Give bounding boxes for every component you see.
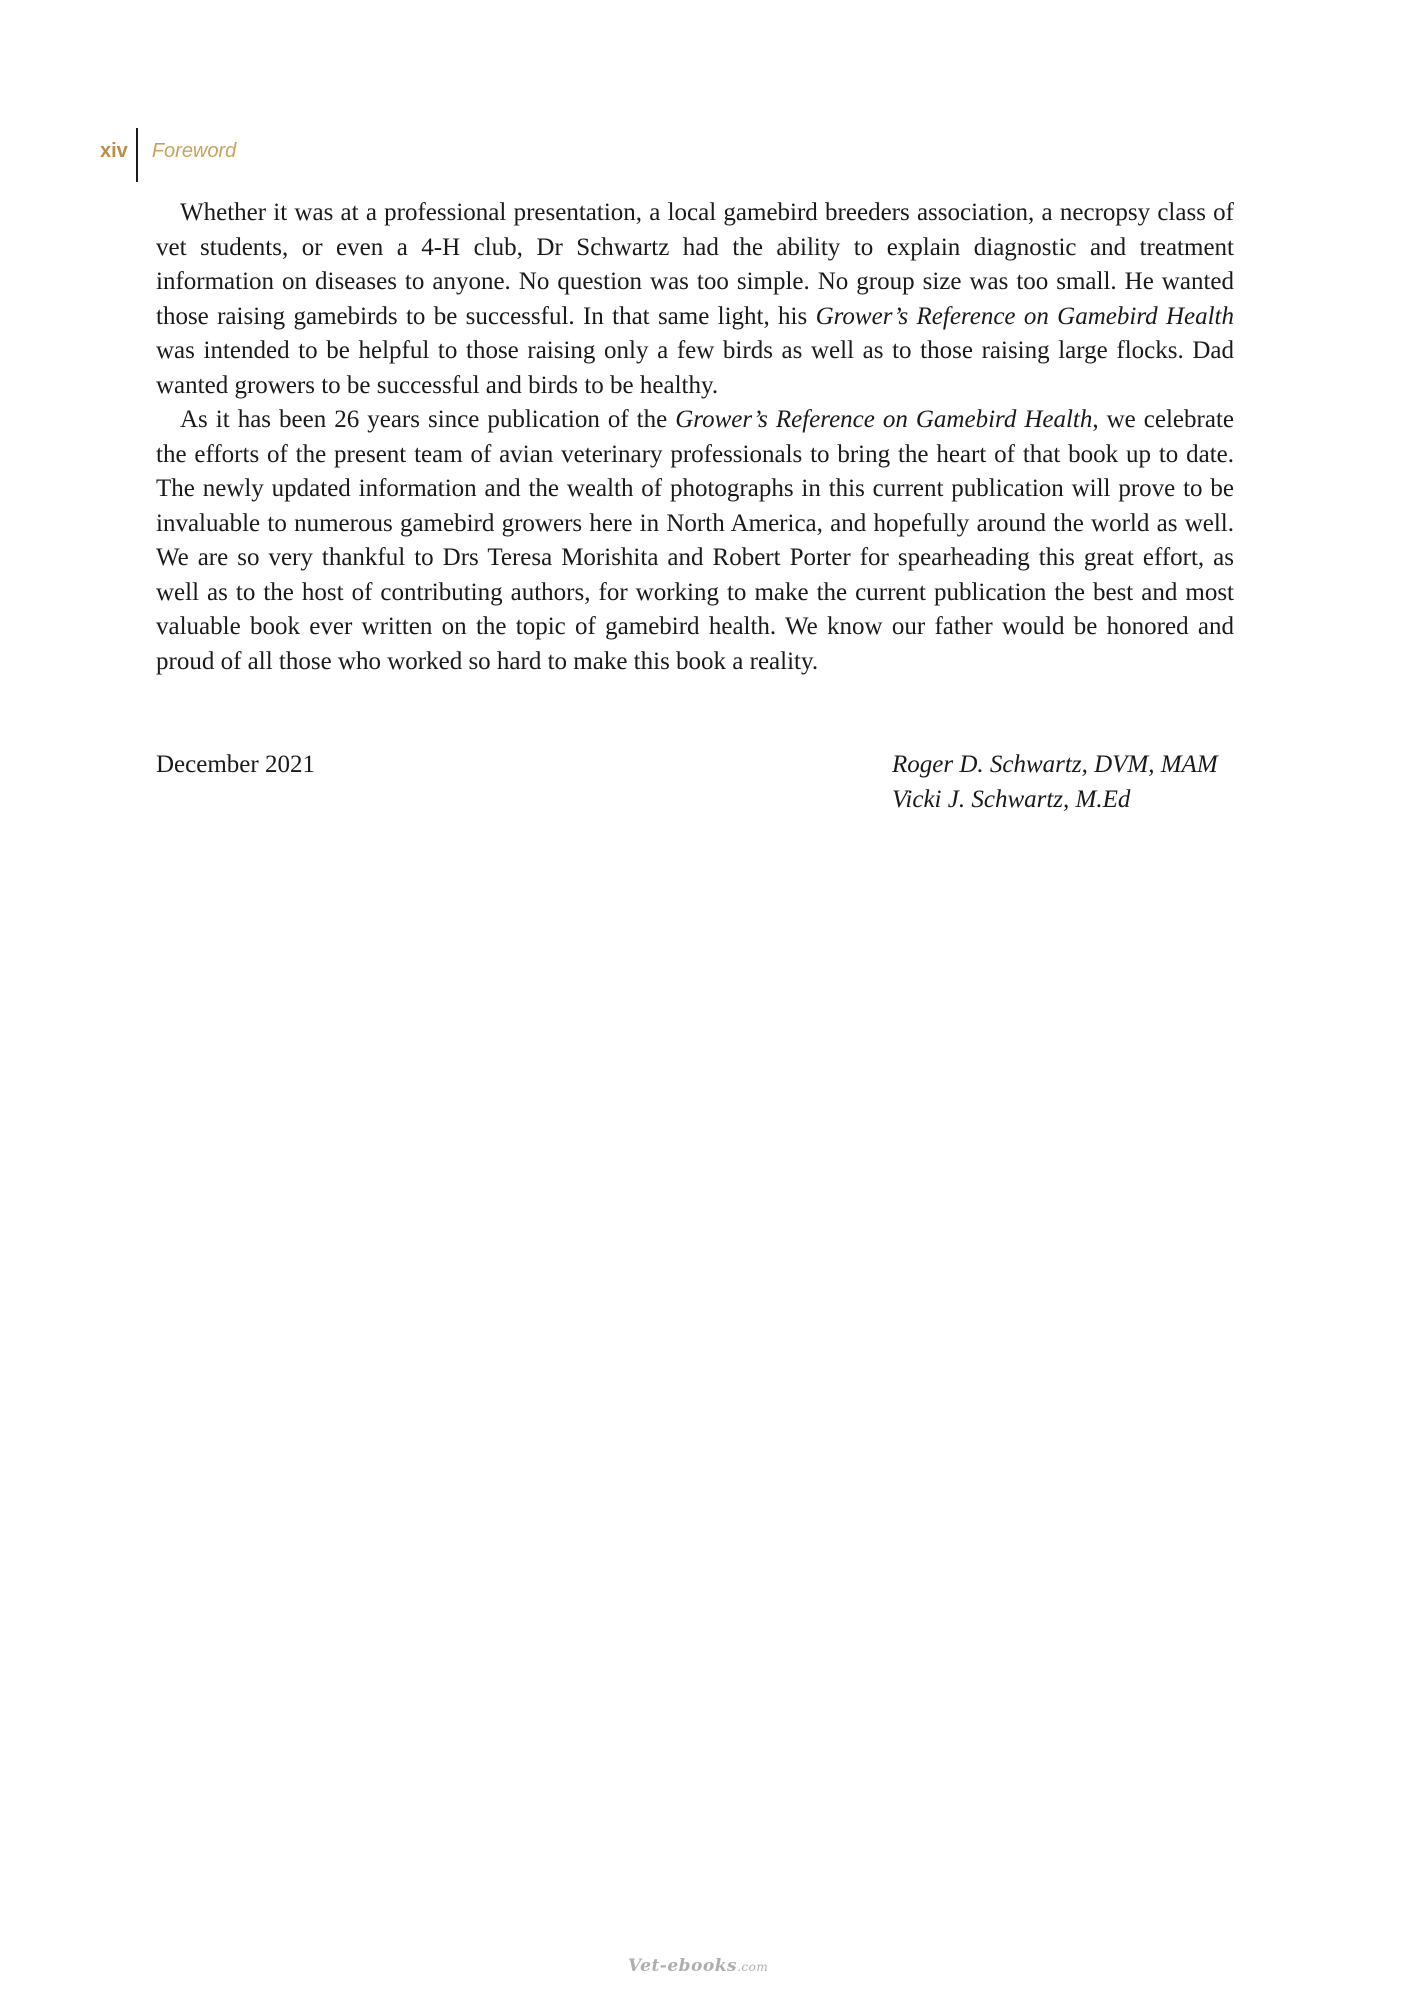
watermark-logo <box>628 1956 768 1976</box>
paragraph-1-text-b: was intended to be helpful to those raising only a few birds as well as to those raising large flocks. Dad wanted growers to be successful and birds to be healthy. <box>156 337 1234 399</box>
paragraph-2-text-a: As it has been 26 years since publication of the <box>180 406 676 433</box>
section-title: Foreword <box>151 140 237 162</box>
foreword-body <box>156 196 1234 679</box>
running-head-divider <box>136 128 138 182</box>
paragraph-1-text-a: Whether it was at a professional presentation, a local gamebird breeders association, a necropsy class of vet students, or even a 4-H club, Dr Schwartz had the ability to explain diagnostic and treatment information on diseases to anyone. No question was too simple. No group size was too small. He wanted those raising gamebirds to be successful. In that same light, his <box>156 199 1234 330</box>
book-title-reference: Grower’s Reference on Gamebird Health <box>675 406 1093 433</box>
paragraph-1 <box>156 196 1234 403</box>
signatory-vicki: Vicki J. Schwartz, M.Ed <box>892 785 1131 813</box>
signatory-roger: Roger D. Schwartz, DVM, MAM <box>892 751 1218 778</box>
signatures <box>892 748 1218 817</box>
book-title-reference: Grower’s Reference on Gamebird Health <box>815 302 1235 330</box>
running-head <box>100 128 236 182</box>
watermark-text: Vet-ebooks <box>628 1956 738 1976</box>
foreword-date: December 2021 <box>156 751 315 778</box>
paragraph-2 <box>156 403 1234 679</box>
watermark-suffix: .com <box>737 1960 769 1974</box>
page-number: xiv <box>100 140 128 162</box>
paragraph-2-text-b: , we celebrate the efforts of the present team of avian veterinary professionals to bring the heart of that book up to date. The newly updated information and the wealth of photographs in this current publication will prove to be invaluable to numerous gamebird growers here in North America, and hopefully around the world as well. We are so very thankful to Drs Teresa Morishita and Robert Porter for spearheading this great effort, as well as to the host of contributing authors, for working to make the current publication the best and most valuable book ever written on the topic of gamebird health. We know our father would be honored and proud of all those who worked so hard to make this book a reality. <box>156 406 1234 675</box>
